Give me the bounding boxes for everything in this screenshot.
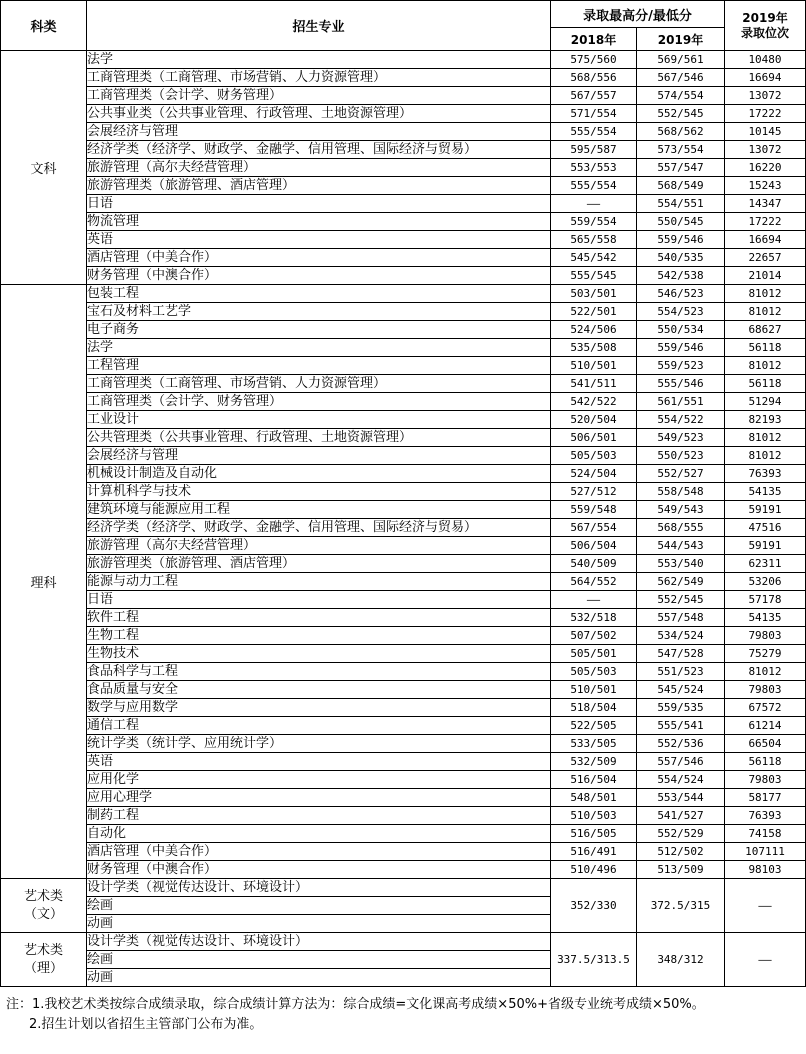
score-2018-cell: 565/558 — [551, 231, 637, 249]
score-2019-cell: 372.5/315 — [637, 879, 725, 933]
major-cell: 法学 — [87, 51, 551, 69]
score-2019-cell: 555/546 — [637, 375, 725, 393]
score-2018-cell: 506/501 — [551, 429, 637, 447]
score-2019-cell: 568/549 — [637, 177, 725, 195]
score-2018-cell: 559/548 — [551, 501, 637, 519]
score-2019-cell: 559/546 — [637, 231, 725, 249]
table-row — [1, 285, 806, 303]
table-row — [1, 573, 806, 591]
rank-cell: 59191 — [725, 537, 806, 555]
major-cell: 英语 — [87, 231, 551, 249]
rank-cell: 76393 — [725, 465, 806, 483]
table-row — [1, 699, 806, 717]
table-body — [1, 51, 806, 987]
rank-cell: 67572 — [725, 699, 806, 717]
major-cell: 软件工程 — [87, 609, 551, 627]
score-2018-cell: 571/554 — [551, 105, 637, 123]
table-row — [1, 537, 806, 555]
rank-cell: 81012 — [725, 447, 806, 465]
rank-cell: 17222 — [725, 105, 806, 123]
table-row — [1, 879, 806, 897]
art-category-line2: （文） — [23, 906, 63, 922]
table-row — [1, 303, 806, 321]
major-cell: 财务管理（中澳合作） — [87, 267, 551, 285]
score-2018-cell: 542/522 — [551, 393, 637, 411]
table-row — [1, 519, 806, 537]
score-2019-cell: 557/548 — [637, 609, 725, 627]
major-cell: 电子商务 — [87, 321, 551, 339]
table-row — [1, 339, 806, 357]
score-2019-cell: 573/554 — [637, 141, 725, 159]
art-category-cell — [1, 933, 87, 987]
score-2018-cell: 548/501 — [551, 789, 637, 807]
rank-cell: 51294 — [725, 393, 806, 411]
major-cell: 食品质量与安全 — [87, 681, 551, 699]
major-cell: 英语 — [87, 753, 551, 771]
score-2019-cell: 574/554 — [637, 87, 725, 105]
table-row — [1, 645, 806, 663]
score-2018-cell: 352/330 — [551, 879, 637, 933]
rank-cell: 58177 — [725, 789, 806, 807]
table-row — [1, 267, 806, 285]
rank-cell: 56118 — [725, 753, 806, 771]
major-cell: 动画 — [87, 969, 551, 987]
rank-cell: 14347 — [725, 195, 806, 213]
major-cell: 旅游管理类（旅游管理、酒店管理） — [87, 555, 551, 573]
score-2019-cell: 553/540 — [637, 555, 725, 573]
major-cell: 机械设计制造及自动化 — [87, 465, 551, 483]
score-2019-cell: 557/546 — [637, 753, 725, 771]
table-row — [1, 123, 806, 141]
score-2018-cell: 545/542 — [551, 249, 637, 267]
table-row — [1, 609, 806, 627]
score-2019-cell: 542/538 — [637, 267, 725, 285]
major-cell: 工程管理 — [87, 357, 551, 375]
score-2018-cell: 533/505 — [551, 735, 637, 753]
category-cell: 文科 — [1, 51, 87, 285]
score-2018-cell: 532/518 — [551, 609, 637, 627]
major-cell: 财务管理（中澳合作） — [87, 861, 551, 879]
rank-cell: 81012 — [725, 429, 806, 447]
major-cell: 设计学类（视觉传达设计、环境设计） — [87, 933, 551, 951]
score-2019-cell: 550/534 — [637, 321, 725, 339]
major-cell: 建筑环境与能源应用工程 — [87, 501, 551, 519]
major-cell: 宝石及材料工艺学 — [87, 303, 551, 321]
score-2018-cell: 505/501 — [551, 645, 637, 663]
score-2018-cell: 555/545 — [551, 267, 637, 285]
table-row — [1, 141, 806, 159]
score-2018-cell: 516/505 — [551, 825, 637, 843]
score-2019-cell: 558/548 — [637, 483, 725, 501]
major-cell: 日语 — [87, 195, 551, 213]
rank-cell: —— — [725, 933, 806, 987]
score-2019-cell: 552/545 — [637, 591, 725, 609]
score-2018-cell: 505/503 — [551, 663, 637, 681]
table-row — [1, 87, 806, 105]
score-2019-cell: 552/545 — [637, 105, 725, 123]
score-2019-cell: 544/543 — [637, 537, 725, 555]
major-cell: 旅游管理（高尔夫经营管理） — [87, 537, 551, 555]
major-cell: 计算机科学与技术 — [87, 483, 551, 501]
rank-cell: 79803 — [725, 681, 806, 699]
rank-cell: 53206 — [725, 573, 806, 591]
score-2019-cell: 559/523 — [637, 357, 725, 375]
table-row — [1, 663, 806, 681]
score-2018-cell: 510/501 — [551, 681, 637, 699]
rank-cell: 54135 — [725, 483, 806, 501]
score-2019-cell: 547/528 — [637, 645, 725, 663]
score-2019-cell: 540/535 — [637, 249, 725, 267]
table-row — [1, 735, 806, 753]
footnote-line-2: 2.招生计划以省招生主管部门公布为准。 — [29, 1017, 263, 1032]
major-cell: 绘画 — [87, 951, 551, 969]
header-major: 招生专业 — [87, 1, 551, 51]
score-2018-cell: 567/554 — [551, 519, 637, 537]
score-2018-cell: 540/509 — [551, 555, 637, 573]
score-2019-cell: 348/312 — [637, 933, 725, 987]
score-2019-cell: 559/546 — [637, 339, 725, 357]
major-cell: 设计学类（视觉传达设计、环境设计） — [87, 879, 551, 897]
rank-cell: 81012 — [725, 303, 806, 321]
score-2018-cell: 541/511 — [551, 375, 637, 393]
score-2018-cell: 595/587 — [551, 141, 637, 159]
score-2019-cell: 569/561 — [637, 51, 725, 69]
rank-cell: 56118 — [725, 339, 806, 357]
score-2018-cell: 507/502 — [551, 627, 637, 645]
score-2019-cell: 555/541 — [637, 717, 725, 735]
table-row — [1, 555, 806, 573]
score-2018-cell: 522/501 — [551, 303, 637, 321]
major-cell: 工商管理类（会计学、财务管理） — [87, 393, 551, 411]
major-cell: 经济学类（经济学、财政学、金融学、信用管理、国际经济与贸易） — [87, 141, 551, 159]
table-row — [1, 195, 806, 213]
score-2018-cell: 568/556 — [551, 69, 637, 87]
score-2019-cell: 549/543 — [637, 501, 725, 519]
table-row — [1, 789, 806, 807]
major-cell: 公共管理类（公共事业管理、行政管理、土地资源管理） — [87, 429, 551, 447]
score-2018-cell: 527/512 — [551, 483, 637, 501]
score-2019-cell: 562/549 — [637, 573, 725, 591]
major-cell: 旅游管理类（旅游管理、酒店管理） — [87, 177, 551, 195]
table-row — [1, 321, 806, 339]
score-2019-cell: 550/545 — [637, 213, 725, 231]
major-cell: 包装工程 — [87, 285, 551, 303]
rank-cell: —— — [725, 879, 806, 933]
table-row — [1, 249, 806, 267]
art-category-cell — [1, 879, 87, 933]
category-cell: 理科 — [1, 285, 87, 879]
score-2018-cell: 506/504 — [551, 537, 637, 555]
table-row — [1, 681, 806, 699]
rank-cell: 74158 — [725, 825, 806, 843]
major-cell: 物流管理 — [87, 213, 551, 231]
score-2018-cell: 522/505 — [551, 717, 637, 735]
score-2019-cell: 512/502 — [637, 843, 725, 861]
rank-cell: 82193 — [725, 411, 806, 429]
score-2019-cell: 552/529 — [637, 825, 725, 843]
score-2019-cell: 559/535 — [637, 699, 725, 717]
table-row — [1, 213, 806, 231]
major-cell: 法学 — [87, 339, 551, 357]
rank-cell: 16220 — [725, 159, 806, 177]
score-2018-cell: 516/504 — [551, 771, 637, 789]
score-2018-cell: 510/501 — [551, 357, 637, 375]
score-2019-cell: 568/555 — [637, 519, 725, 537]
score-2018-cell: 559/554 — [551, 213, 637, 231]
rank-cell: 81012 — [725, 357, 806, 375]
major-cell: 生物工程 — [87, 627, 551, 645]
major-cell: 动画 — [87, 915, 551, 933]
score-2018-cell: 524/506 — [551, 321, 637, 339]
table-row — [1, 591, 806, 609]
score-2018-cell: 518/504 — [551, 699, 637, 717]
rank-cell: 57178 — [725, 591, 806, 609]
score-2018-cell: 510/496 — [551, 861, 637, 879]
score-2019-cell: 554/551 — [637, 195, 725, 213]
rank-cell: 13072 — [725, 87, 806, 105]
table-row — [1, 231, 806, 249]
major-cell: 食品科学与工程 — [87, 663, 551, 681]
score-2019-cell: 541/527 — [637, 807, 725, 825]
score-2018-cell: 520/504 — [551, 411, 637, 429]
rank-cell: 21014 — [725, 267, 806, 285]
score-2019-cell: 552/536 — [637, 735, 725, 753]
major-cell: 会展经济与管理 — [87, 123, 551, 141]
rank-cell: 54135 — [725, 609, 806, 627]
rank-cell: 79803 — [725, 771, 806, 789]
score-2018-cell: 337.5/313.5 — [551, 933, 637, 987]
table-row — [1, 717, 806, 735]
table-row — [1, 447, 806, 465]
score-2018-cell: —— — [551, 195, 637, 213]
rank-cell: 81012 — [725, 663, 806, 681]
score-2019-cell: 545/524 — [637, 681, 725, 699]
score-2018-cell: 555/554 — [551, 123, 637, 141]
table-row — [1, 69, 806, 87]
table-row — [1, 501, 806, 519]
table-row — [1, 105, 806, 123]
rank-cell: 75279 — [725, 645, 806, 663]
rank-cell: 10145 — [725, 123, 806, 141]
score-2019-cell: 552/527 — [637, 465, 725, 483]
major-cell: 统计学类（统计学、应用统计学） — [87, 735, 551, 753]
rank-cell: 10480 — [725, 51, 806, 69]
score-2018-cell: 555/554 — [551, 177, 637, 195]
score-2018-cell: 567/557 — [551, 87, 637, 105]
score-2018-cell: 553/553 — [551, 159, 637, 177]
rank-cell: 47516 — [725, 519, 806, 537]
major-cell: 酒店管理（中美合作） — [87, 843, 551, 861]
score-2019-cell: 546/523 — [637, 285, 725, 303]
rank-cell: 15243 — [725, 177, 806, 195]
major-cell: 工商管理类（工商管理、市场营销、人力资源管理） — [87, 69, 551, 87]
table-row — [1, 465, 806, 483]
score-2019-cell: 534/524 — [637, 627, 725, 645]
table-row — [1, 753, 806, 771]
major-cell: 应用心理学 — [87, 789, 551, 807]
rank-cell: 68627 — [725, 321, 806, 339]
rank-cell: 66504 — [725, 735, 806, 753]
score-2019-cell: 554/524 — [637, 771, 725, 789]
score-2019-cell: 554/522 — [637, 411, 725, 429]
table-row — [1, 771, 806, 789]
table-row — [1, 483, 806, 501]
major-cell: 工商管理类（会计学、财务管理） — [87, 87, 551, 105]
score-2019-cell: 513/509 — [637, 861, 725, 879]
major-cell: 工商管理类（工商管理、市场营销、人力资源管理） — [87, 375, 551, 393]
rank-cell: 61214 — [725, 717, 806, 735]
table-row — [1, 825, 806, 843]
score-2019-cell: 549/523 — [637, 429, 725, 447]
header-rank-line2: 录取位次 — [740, 25, 789, 40]
table-row — [1, 411, 806, 429]
footnote-line-1: 注：1.我校艺术类按综合成绩录取，综合成绩计算方法为：综合成绩=文化课高考成绩×50%+省级专业统考成绩×50%。 — [6, 997, 705, 1012]
score-2018-cell: 564/552 — [551, 573, 637, 591]
score-2018-cell: 524/504 — [551, 465, 637, 483]
major-cell: 旅游管理（高尔夫经营管理） — [87, 159, 551, 177]
rank-cell: 98103 — [725, 861, 806, 879]
table-row — [1, 51, 806, 69]
major-cell: 通信工程 — [87, 717, 551, 735]
table-row — [1, 375, 806, 393]
major-cell: 数学与应用数学 — [87, 699, 551, 717]
score-2019-cell: 554/523 — [637, 303, 725, 321]
score-2019-cell: 567/546 — [637, 69, 725, 87]
header-rank — [725, 1, 806, 51]
table-row — [1, 159, 806, 177]
header-year-2018: 2018年 — [551, 28, 637, 51]
table-row — [1, 177, 806, 195]
table-row — [1, 429, 806, 447]
table-row — [1, 627, 806, 645]
table-row — [1, 393, 806, 411]
header-category: 科类 — [1, 1, 87, 51]
score-2019-cell: 550/523 — [637, 447, 725, 465]
score-2019-cell: 568/562 — [637, 123, 725, 141]
major-cell: 制药工程 — [87, 807, 551, 825]
rank-cell: 13072 — [725, 141, 806, 159]
score-2018-cell: 503/501 — [551, 285, 637, 303]
rank-cell: 17222 — [725, 213, 806, 231]
table-row — [1, 807, 806, 825]
score-2018-cell: 516/491 — [551, 843, 637, 861]
score-2018-cell: 535/508 — [551, 339, 637, 357]
header-rank-line1: 2019年 — [742, 10, 788, 25]
table-row — [1, 933, 806, 951]
rank-cell: 81012 — [725, 285, 806, 303]
table-row — [1, 843, 806, 861]
header-score-group: 录取最高分/最低分 — [551, 1, 725, 28]
art-category-line2: （理） — [23, 960, 63, 976]
major-cell: 经济学类（经济学、财政学、金融学、信用管理、国际经济与贸易） — [87, 519, 551, 537]
score-2018-cell: 532/509 — [551, 753, 637, 771]
score-2019-cell: 551/523 — [637, 663, 725, 681]
rank-cell: 22657 — [725, 249, 806, 267]
major-cell: 生物技术 — [87, 645, 551, 663]
score-2018-cell: 575/560 — [551, 51, 637, 69]
rank-cell: 79803 — [725, 627, 806, 645]
major-cell: 工业设计 — [87, 411, 551, 429]
rank-cell: 16694 — [725, 231, 806, 249]
rank-cell: 59191 — [725, 501, 806, 519]
rank-cell: 76393 — [725, 807, 806, 825]
table-row — [1, 861, 806, 879]
rank-cell: 56118 — [725, 375, 806, 393]
major-cell: 日语 — [87, 591, 551, 609]
major-cell: 会展经济与管理 — [87, 447, 551, 465]
score-2018-cell: 505/503 — [551, 447, 637, 465]
header-year-2019: 2019年 — [637, 28, 725, 51]
art-category-line1: 艺术类 — [23, 888, 63, 904]
major-cell: 酒店管理（中美合作） — [87, 249, 551, 267]
score-2018-cell: 510/503 — [551, 807, 637, 825]
score-2019-cell: 561/551 — [637, 393, 725, 411]
major-cell: 应用化学 — [87, 771, 551, 789]
rank-cell: 62311 — [725, 555, 806, 573]
major-cell: 绘画 — [87, 897, 551, 915]
score-2019-cell: 557/547 — [637, 159, 725, 177]
art-category-line1: 艺术类 — [23, 942, 63, 958]
score-2019-cell: 553/544 — [637, 789, 725, 807]
footnote — [0, 995, 805, 1035]
major-cell: 能源与动力工程 — [87, 573, 551, 591]
major-cell: 公共事业类（公共事业管理、行政管理、土地资源管理） — [87, 105, 551, 123]
table-row — [1, 357, 806, 375]
rank-cell: 16694 — [725, 69, 806, 87]
score-2018-cell: —— — [551, 591, 637, 609]
rank-cell: 107111 — [725, 843, 806, 861]
major-cell: 自动化 — [87, 825, 551, 843]
